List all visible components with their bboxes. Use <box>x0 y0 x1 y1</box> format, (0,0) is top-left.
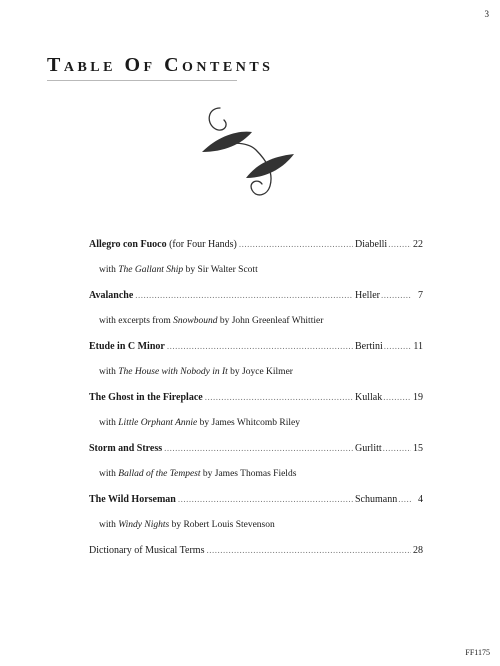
subtitle-prefix: with <box>99 520 119 530</box>
subtitle-work: Little Orphant Annie <box>118 418 198 428</box>
subtitle-author: by James Whitcomb Riley <box>197 418 300 428</box>
entry-title-bold: The Ghost in the Fireplace <box>89 392 203 403</box>
dot-leader <box>398 493 411 505</box>
entry-composer: Kullak <box>355 392 383 403</box>
dot-leader <box>206 544 411 556</box>
heading-rest-3: ONTENTS <box>182 60 274 75</box>
entry-composer: Schumann <box>355 494 398 505</box>
subtitle-work: The Gallant Ship <box>118 265 184 275</box>
dot-leader <box>164 442 353 454</box>
entry-subtitle <box>99 417 423 429</box>
heading-letter-c: C <box>164 54 183 76</box>
entry-title <box>89 239 237 251</box>
entry-title-bold: The Wild Horseman <box>89 494 176 505</box>
toc-entry[interactable] <box>89 391 423 442</box>
entry-page: 4 <box>418 494 423 505</box>
entry-composer: Heller <box>355 290 380 301</box>
heading-rest-2: F <box>143 60 156 75</box>
entry-title-bold: Allegro con Fuoco <box>89 239 167 250</box>
entry-composer-cell <box>355 289 413 302</box>
entry-subtitle <box>99 366 423 378</box>
page-number: 3 <box>484 9 489 19</box>
toc-entries <box>89 238 423 595</box>
dot-leader <box>381 289 411 301</box>
heading-underline <box>47 80 237 81</box>
dot-leader <box>383 442 411 454</box>
entry-row <box>89 238 423 251</box>
heading-rest-1: ABLE <box>63 60 116 75</box>
entry-row <box>89 391 423 404</box>
subtitle-author: by Joyce Kilmer <box>227 367 293 377</box>
toc-heading <box>47 54 273 77</box>
flourish-ornament-icon <box>198 100 298 205</box>
entry-composer-cell <box>355 442 413 455</box>
subtitle-author: by Sir Walter Scott <box>183 265 258 275</box>
entry-title-bold: Storm and Stress <box>89 443 163 454</box>
entry-title <box>89 494 176 506</box>
entry-row <box>89 289 423 302</box>
subtitle-work: Snowbound <box>173 316 218 326</box>
entry-subtitle <box>99 315 423 327</box>
dictionary-page: 28 <box>413 545 423 556</box>
entry-page: 19 <box>413 392 423 403</box>
entry-composer-cell <box>355 391 413 404</box>
subtitle-work: Ballad of the Tempest <box>118 469 201 479</box>
entry-title <box>89 290 133 302</box>
subtitle-author: by John Greenleaf Whittier <box>217 316 324 326</box>
catalog-code: FF1175 <box>465 648 490 657</box>
entry-row <box>89 340 423 353</box>
entry-composer: Diabelli <box>355 239 388 250</box>
entry-title-bold: Avalanche <box>89 290 134 301</box>
subtitle-work: Windy Nights <box>118 520 170 530</box>
entry-composer-cell <box>355 238 413 251</box>
toc-entry[interactable] <box>89 340 423 391</box>
dot-leader <box>167 340 353 352</box>
entry-subtitle <box>99 468 423 480</box>
subtitle-prefix: with excerpts from <box>99 316 174 326</box>
subtitle-prefix: with <box>99 418 119 428</box>
entry-row <box>89 544 423 557</box>
dot-leader <box>383 391 411 403</box>
entry-page: 7 <box>418 290 423 301</box>
heading-letter-t: T <box>47 54 64 76</box>
toc-entry[interactable] <box>89 289 423 340</box>
dictionary-title: Dictionary of Musical Terms <box>89 545 205 556</box>
entry-row <box>89 493 423 506</box>
entry-title <box>89 392 203 404</box>
dot-leader <box>384 340 411 352</box>
subtitle-prefix: with <box>99 367 119 377</box>
toc-entry[interactable] <box>89 442 423 493</box>
entry-title-note: (for Four Hands) <box>166 239 237 250</box>
toc-entry[interactable] <box>89 493 423 544</box>
entry-subtitle <box>99 519 423 531</box>
entry-row <box>89 442 423 455</box>
entry-composer-cell <box>355 493 413 506</box>
dot-leader <box>388 238 411 250</box>
toc-entry[interactable] <box>89 238 423 289</box>
entry-title <box>89 341 165 353</box>
entry-composer: Bertini <box>355 341 383 352</box>
heading-letter-o: O <box>124 54 144 76</box>
entry-page: 15 <box>413 443 423 454</box>
subtitle-prefix: with <box>99 469 119 479</box>
dot-leader <box>135 289 353 301</box>
toc-entry-dictionary[interactable] <box>89 544 423 595</box>
subtitle-work: The House with Nobody in It <box>118 367 228 377</box>
subtitle-prefix: with <box>99 265 119 275</box>
subtitle-author: by Robert Louis Stevenson <box>169 520 275 530</box>
entry-page: 11 <box>413 341 423 352</box>
entry-subtitle <box>99 264 423 276</box>
entry-composer-cell <box>355 340 413 353</box>
entry-page: 22 <box>413 239 423 250</box>
entry-title-bold: Etude in C Minor <box>89 341 165 352</box>
entry-composer: Gurlitt <box>355 443 382 454</box>
dot-leader <box>239 238 353 250</box>
dot-leader <box>178 493 353 505</box>
entry-title <box>89 443 162 455</box>
subtitle-author: by James Thomas Fields <box>200 469 297 479</box>
dot-leader <box>205 391 353 403</box>
